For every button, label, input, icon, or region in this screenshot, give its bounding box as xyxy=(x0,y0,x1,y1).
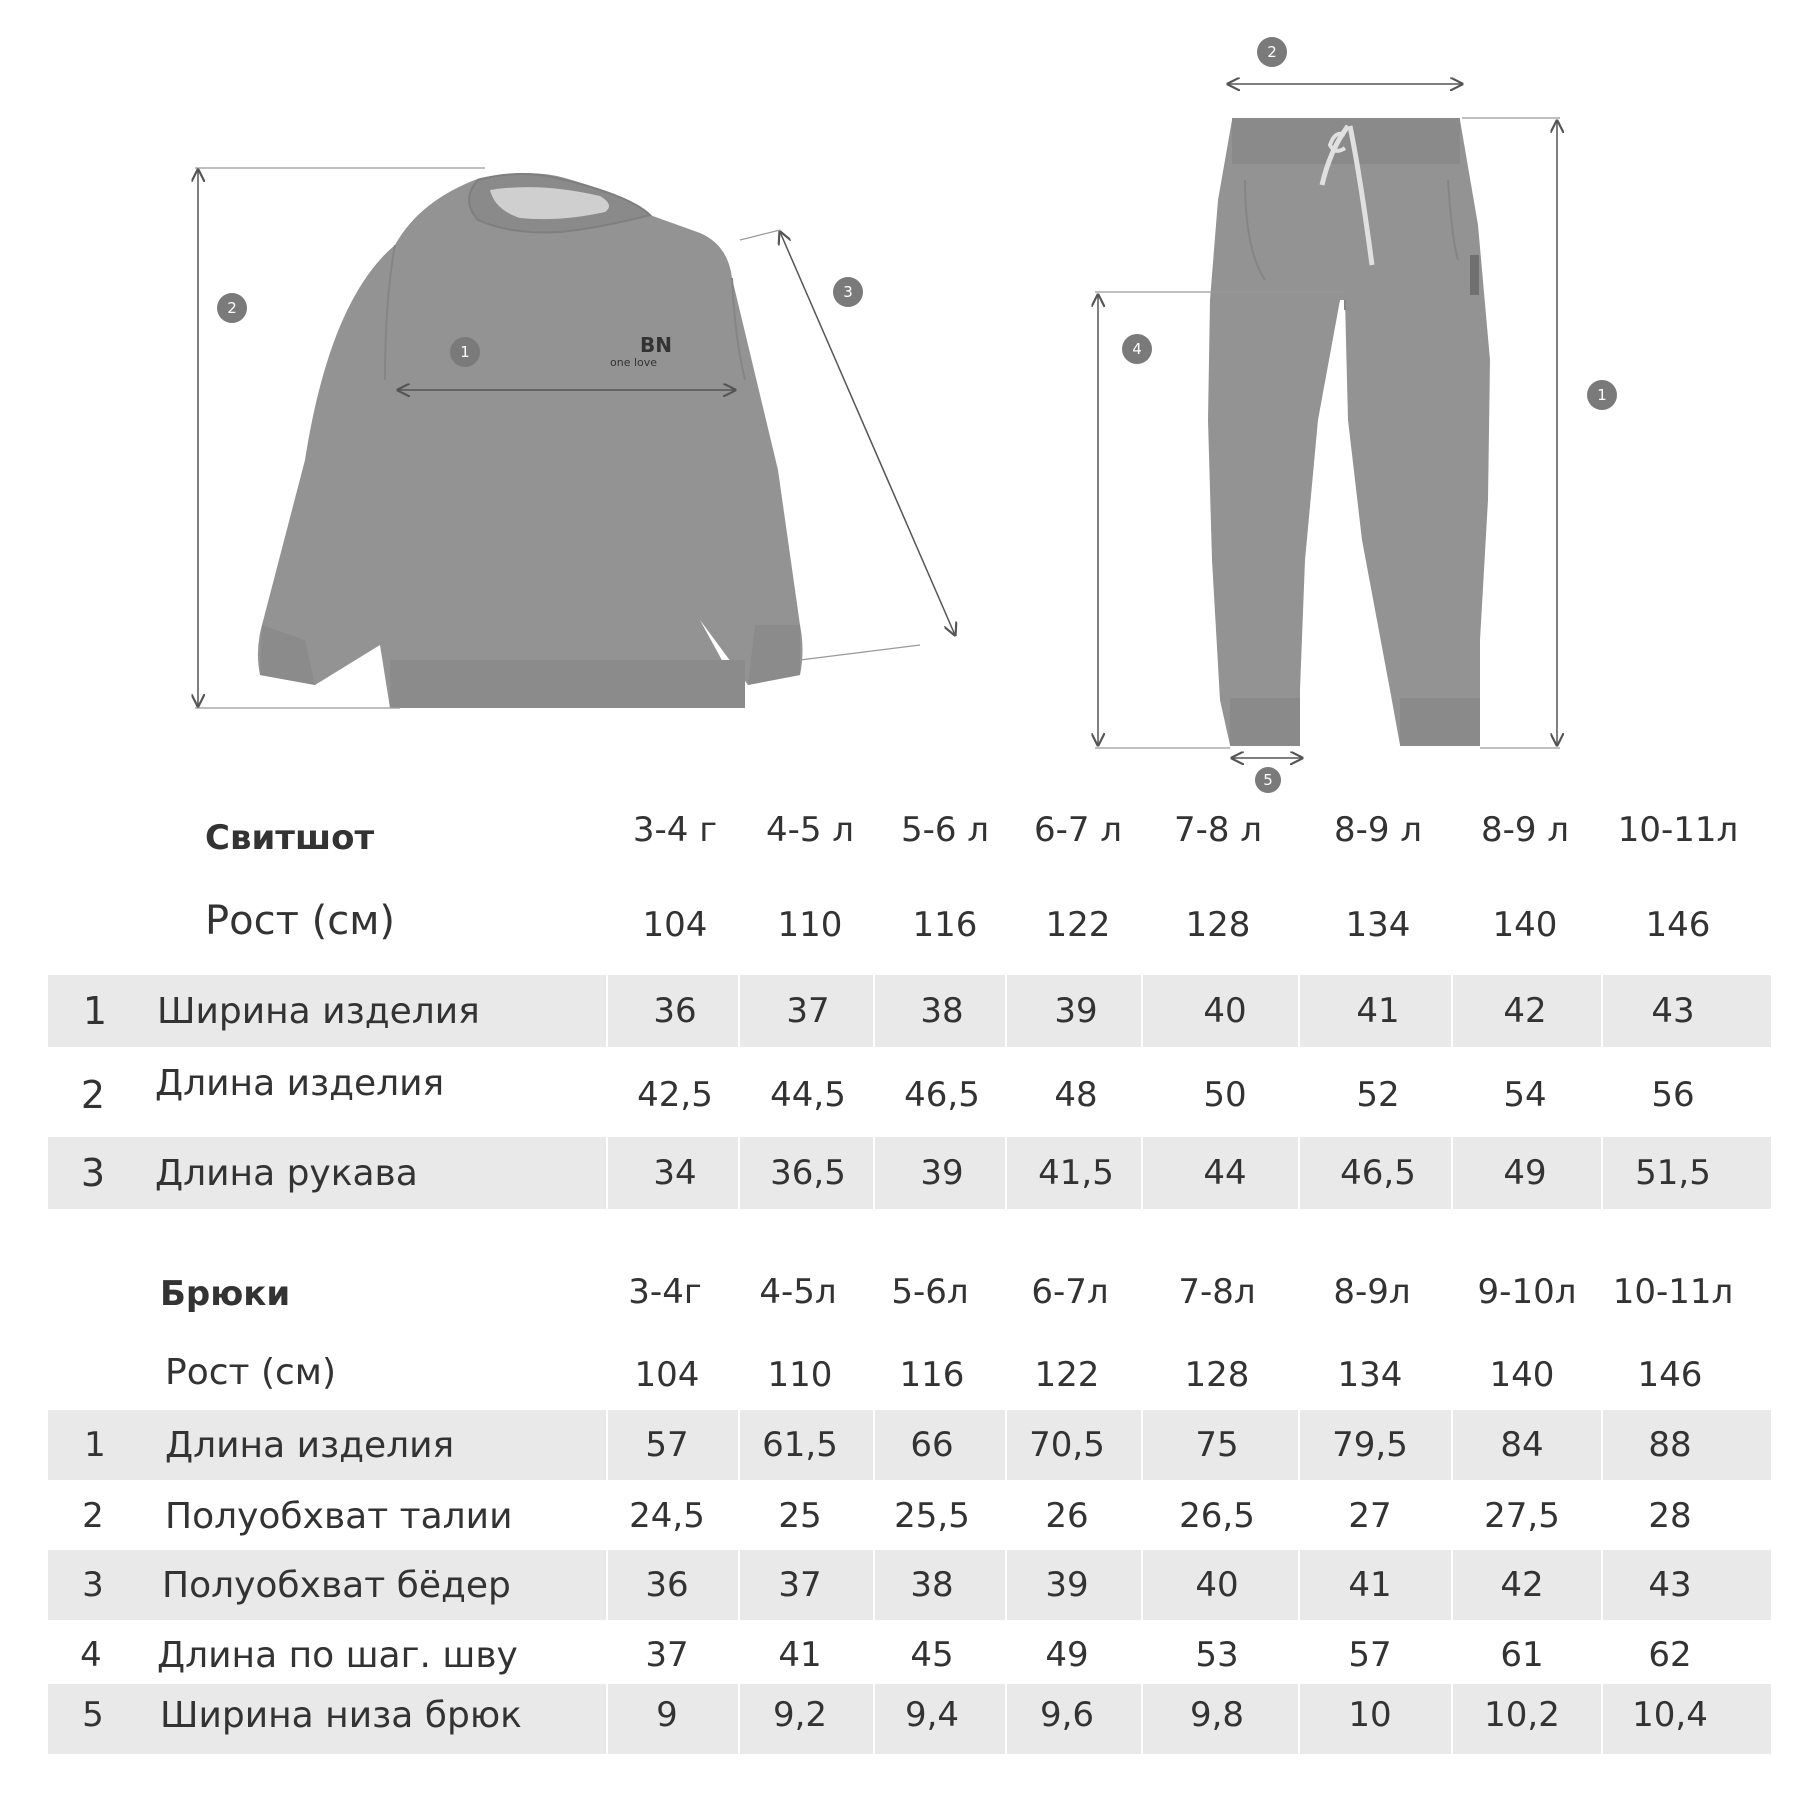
pants-row-4 xyxy=(0,1622,1801,1688)
row-label: Длина изделия xyxy=(155,1062,445,1104)
value-cell: 10,4 xyxy=(1632,1695,1708,1735)
size-cell: 6-7л xyxy=(1031,1272,1109,1312)
size-cell: 3-4г xyxy=(628,1272,702,1312)
value-cell: 57 xyxy=(1348,1635,1392,1675)
row-index: 3 xyxy=(80,1151,106,1195)
value-cell: 46,5 xyxy=(904,1075,980,1115)
pants-height-label: Рост (см) xyxy=(165,1352,336,1393)
value-cell: 48 xyxy=(1054,1075,1098,1115)
value-cell: 37 xyxy=(645,1635,689,1675)
size-cell: 7-8 л xyxy=(1173,810,1263,850)
height-cell: 122 xyxy=(1034,1355,1100,1395)
svg-text:1: 1 xyxy=(460,343,470,361)
pants-row-5 xyxy=(0,1684,1801,1746)
height-cell: 104 xyxy=(634,1355,700,1395)
height-cell: 128 xyxy=(1185,905,1251,945)
height-cell: 110 xyxy=(767,1355,833,1395)
value-cell: 38 xyxy=(910,1565,954,1605)
height-cell: 140 xyxy=(1489,1355,1555,1395)
value-cell: 25,5 xyxy=(894,1496,970,1536)
value-cell: 36 xyxy=(653,991,697,1031)
value-cell: 70,5 xyxy=(1029,1425,1105,1465)
value-cell: 41 xyxy=(1356,991,1400,1031)
value-cell: 42 xyxy=(1500,1565,1544,1605)
value-cell: 26,5 xyxy=(1179,1496,1255,1536)
pants-heights-row xyxy=(0,1345,1801,1405)
value-cell: 45 xyxy=(910,1635,954,1675)
value-cell: 66 xyxy=(910,1425,954,1465)
svg-text:4: 4 xyxy=(1132,340,1142,358)
row-label: Ширина низа брюк xyxy=(160,1694,522,1736)
row-index: 3 xyxy=(82,1565,104,1605)
brand-logo: BN xyxy=(640,333,672,357)
pants-title: Брюки xyxy=(160,1274,291,1314)
size-cell: 5-6л xyxy=(891,1272,969,1312)
value-cell: 61,5 xyxy=(762,1425,838,1465)
svg-text:2: 2 xyxy=(1267,43,1277,61)
pants-sizes-row xyxy=(0,1262,1801,1322)
sweatshirt-row-1 xyxy=(0,975,1801,1047)
value-cell: 39 xyxy=(1045,1565,1089,1605)
value-cell: 36 xyxy=(645,1565,689,1605)
value-cell: 37 xyxy=(778,1565,822,1605)
size-cell: 8-9 л xyxy=(1480,810,1570,850)
value-cell: 9,2 xyxy=(772,1695,828,1735)
value-cell: 27 xyxy=(1348,1496,1392,1536)
pants-row-3 xyxy=(0,1550,1801,1620)
height-cell: 134 xyxy=(1337,1355,1403,1395)
value-cell: 44,5 xyxy=(770,1075,846,1115)
value-cell: 75 xyxy=(1195,1425,1239,1465)
height-cell: 134 xyxy=(1345,905,1411,945)
svg-text:3: 3 xyxy=(843,283,853,301)
value-cell: 84 xyxy=(1500,1425,1544,1465)
value-cell: 34 xyxy=(653,1153,697,1193)
value-cell: 52 xyxy=(1356,1075,1400,1115)
row-index: 1 xyxy=(82,989,108,1033)
size-cell: 8-9 л xyxy=(1333,810,1423,850)
sweatshirt-illustration xyxy=(258,173,803,708)
row-index: 5 xyxy=(82,1695,104,1735)
sweatshirt-title: Свитшот xyxy=(205,818,375,858)
size-cell: 3-4 г xyxy=(632,810,718,850)
value-cell: 79,5 xyxy=(1332,1425,1408,1465)
value-cell: 42,5 xyxy=(637,1075,713,1115)
value-cell: 9,4 xyxy=(904,1695,960,1735)
row-label: Длина изделия xyxy=(165,1424,455,1466)
row-label: Полуобхват бёдер xyxy=(162,1564,511,1606)
value-cell: 40 xyxy=(1195,1565,1239,1605)
row-label: Ширина изделия xyxy=(157,990,480,1032)
value-cell: 10 xyxy=(1348,1695,1392,1735)
pants-row-1 xyxy=(0,1410,1801,1480)
value-cell: 41 xyxy=(1348,1565,1392,1605)
size-cell: 8-9л xyxy=(1333,1272,1411,1312)
value-cell: 39 xyxy=(920,1153,964,1193)
value-cell: 9,6 xyxy=(1039,1695,1095,1735)
sweatshirt-row-3 xyxy=(0,1137,1801,1209)
value-cell: 49 xyxy=(1503,1153,1547,1193)
value-cell: 54 xyxy=(1503,1075,1547,1115)
size-cell: 9-10л xyxy=(1477,1272,1577,1312)
value-cell: 25 xyxy=(778,1496,822,1536)
height-cell: 104 xyxy=(642,905,708,945)
garment-diagrams xyxy=(0,0,1801,800)
value-cell: 49 xyxy=(1045,1635,1089,1675)
value-cell: 9 xyxy=(656,1695,678,1735)
row-label: Длина рукава xyxy=(155,1152,418,1194)
sweatshirt-row-2 xyxy=(0,1060,1801,1130)
row-label: Длина по шаг. шву xyxy=(157,1634,518,1676)
value-cell: 40 xyxy=(1203,991,1247,1031)
value-cell: 9,8 xyxy=(1189,1695,1245,1735)
value-cell: 62 xyxy=(1648,1635,1692,1675)
sweatshirt-height-label: Рост (см) xyxy=(205,898,395,944)
height-cell: 146 xyxy=(1645,905,1711,945)
value-cell: 38 xyxy=(920,991,964,1031)
sweatshirt-heights-row xyxy=(0,895,1801,955)
value-cell: 28 xyxy=(1648,1496,1692,1536)
row-index: 2 xyxy=(80,1073,106,1117)
value-cell: 57 xyxy=(645,1425,689,1465)
sweatshirt-sizes-row xyxy=(0,800,1801,860)
value-cell: 51,5 xyxy=(1635,1153,1711,1193)
value-cell: 36,5 xyxy=(770,1153,846,1193)
value-cell: 61 xyxy=(1500,1635,1544,1675)
value-cell: 44 xyxy=(1203,1153,1247,1193)
value-cell: 10,2 xyxy=(1484,1695,1560,1735)
height-cell: 116 xyxy=(912,905,978,945)
height-cell: 140 xyxy=(1492,905,1558,945)
value-cell: 43 xyxy=(1651,991,1695,1031)
value-cell: 42 xyxy=(1503,991,1547,1031)
brand-tagline: one love xyxy=(610,356,658,369)
size-cell: 10-11л xyxy=(1612,1272,1734,1312)
value-cell: 27,5 xyxy=(1484,1496,1560,1536)
value-cell: 41 xyxy=(778,1635,822,1675)
value-cell: 88 xyxy=(1648,1425,1692,1465)
pants-row-2 xyxy=(0,1482,1801,1550)
svg-text:5: 5 xyxy=(1263,771,1273,789)
value-cell: 46,5 xyxy=(1340,1153,1416,1193)
height-cell: 110 xyxy=(777,905,843,945)
value-cell: 39 xyxy=(1054,991,1098,1031)
height-cell: 122 xyxy=(1045,905,1111,945)
pants-illustration xyxy=(1208,118,1490,746)
value-cell: 56 xyxy=(1651,1075,1695,1115)
value-cell: 50 xyxy=(1203,1075,1247,1115)
row-index: 2 xyxy=(82,1496,104,1536)
height-cell: 116 xyxy=(899,1355,965,1395)
size-cell: 6-7 л xyxy=(1033,810,1123,850)
row-index: 1 xyxy=(84,1425,106,1465)
svg-text:1: 1 xyxy=(1597,386,1607,404)
height-cell: 146 xyxy=(1637,1355,1703,1395)
height-cell: 128 xyxy=(1184,1355,1250,1395)
row-index: 4 xyxy=(80,1635,102,1675)
size-cell: 10-11л xyxy=(1617,810,1739,850)
value-cell: 26 xyxy=(1045,1496,1089,1536)
svg-text:2: 2 xyxy=(227,299,237,317)
value-cell: 24,5 xyxy=(629,1496,705,1536)
size-cell: 4-5л xyxy=(759,1272,837,1312)
size-cell: 4-5 л xyxy=(765,810,855,850)
value-cell: 37 xyxy=(786,991,830,1031)
value-cell: 43 xyxy=(1648,1565,1692,1605)
size-cell: 5-6 л xyxy=(900,810,990,850)
size-cell: 7-8л xyxy=(1178,1272,1256,1312)
value-cell: 41,5 xyxy=(1038,1153,1114,1193)
value-cell: 53 xyxy=(1195,1635,1239,1675)
row-label: Полуобхват талии xyxy=(165,1495,513,1537)
